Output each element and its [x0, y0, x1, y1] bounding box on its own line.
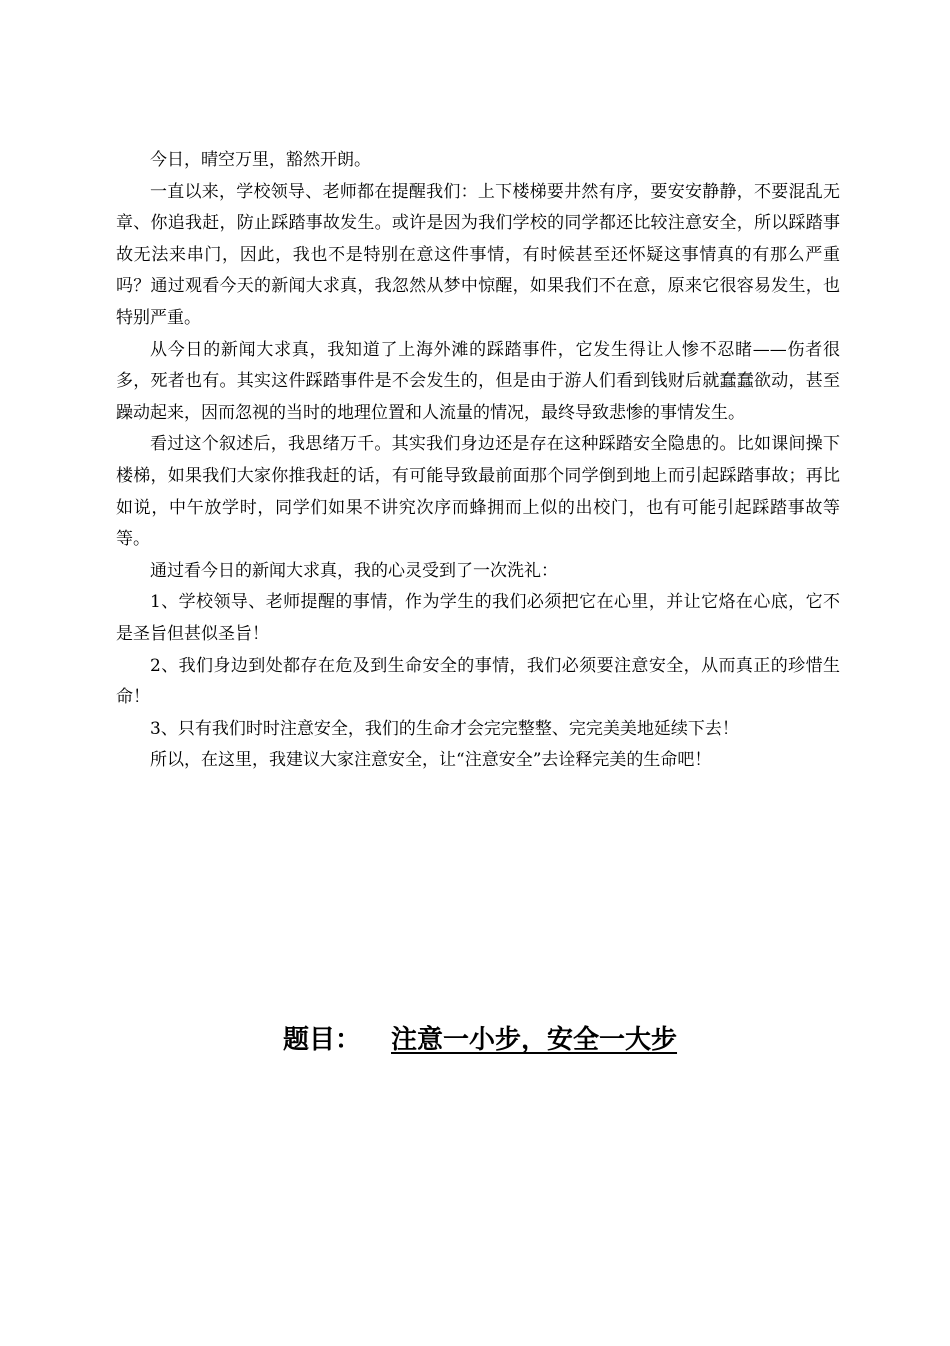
paragraph: 所以，在这里，我建议大家注意安全，让“注意安全”去诠释完美的生命吧！ — [150, 750, 712, 771]
title-text: 注意一小步，安全一大步 — [391, 1025, 678, 1055]
paragraph: 一直以来，学校领导、老师都在提醒我们：上下楼梯要井然有序，要安安静静，不要混乱无章、你追我赶，防止踩踏事故发生。或许是因为我们学校的同学都还比较注意安全，所以踩踏事故无法来串门，因此，我也不是特别在意这件事情，有时候甚至还怀疑这事情真的有那么严重吗？通过观看今天的新闻大求真，我忽然从梦中惊醒，如果我们不在意，原来它很容易发生，也特别严重。 — [116, 181, 840, 328]
paragraph: 通过看今日的新闻大求真，我的心灵受到了一次洗礼： — [150, 560, 558, 581]
paragraph: 从今日的新闻大求真，我知道了上海外滩的踩踏事件，它发生得让人惨不忍睹——伤者很多，死者也有。其实这件踩踏事件是不会发生的，但是由于游人们看到钱财后就蠢蠢欲动，甚至躁动起来，因而忽视的当时的地理位置和人流量的情况，最终导致悲惨的事情发生。 — [116, 339, 840, 423]
title-label: 题目： — [283, 1025, 362, 1055]
essay-title — [283, 1019, 707, 1056]
essay-body — [116, 145, 840, 777]
paragraph: 今日，晴空万里，豁然开朗。 — [150, 150, 371, 170]
paragraph: 1、学校领导、老师提醒的事情，作为学生的我们必须把它在心里，并让它烙在心底，它不是圣旨但甚似圣旨！ — [116, 592, 840, 644]
paragraph: 3、只有我们时时注意安全，我们的生命才会完完整整、完完美美地延续下去！ — [150, 718, 739, 739]
paragraph: 看过这个叙述后，我思绪万千。其实我们身边还是存在这种踩踏安全隐患的。比如课间操下楼梯，如果我们大家你推我赶的话，有可能导致最前面那个同学倒到地上而引起踩踏事故；再比如说，中午放学时，同学们如果不讲究次序而蜂拥而上似的出校门，也有可能引起踩踏事故等等。 — [116, 434, 840, 550]
paragraph: 2、我们身边到处都存在危及到生命安全的事情，我们必须要注意安全，从而真正的珍惜生命！ — [116, 655, 840, 708]
